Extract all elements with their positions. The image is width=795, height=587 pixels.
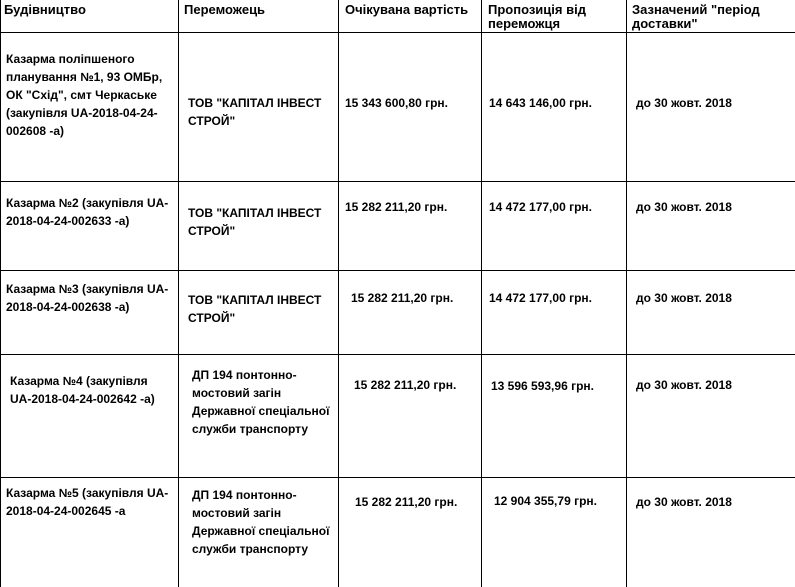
- row-divider: [0, 270, 795, 271]
- cell-expected-cost: 15 282 211,20 грн.: [351, 291, 454, 305]
- column-divider: [481, 0, 482, 587]
- cell-winner-offer: 13 596 593,96 грн.: [491, 379, 594, 393]
- header-building: Будівництво: [4, 2, 86, 17]
- cell-winner-offer: 14 472 177,00 грн.: [489, 200, 592, 214]
- column-divider: [0, 0, 1, 587]
- header-expected-cost: Очікувана вартість: [345, 2, 469, 17]
- cell-delivery-period: до 30 жовт. 2018: [636, 96, 732, 110]
- cell-building: Казарма поліпшеного планування №1, 93 ОМБр, ОК "Схід", смт Черкаське (закупівля UA-2018-04-24-002608 -а): [6, 52, 163, 138]
- cell-expected-cost: 15 282 211,20 грн.: [355, 495, 458, 509]
- column-divider: [338, 0, 339, 587]
- row-divider: [0, 181, 795, 182]
- cell-expected-cost: 15 343 600,80 грн.: [345, 96, 448, 110]
- header-winner-offer: Пропозиція від переможця: [488, 2, 586, 31]
- cell-building: Казарма №5 (закупівля UA-2018-04-24-002645 -а: [6, 486, 169, 518]
- cell-building: Казарма №4 (закупівля UA-2018-04-24-002642 -а): [10, 374, 155, 406]
- cell-delivery-period: до 30 жовт. 2018: [636, 378, 732, 392]
- header-delivery-period: Зазначений "період доставки": [632, 2, 760, 31]
- cell-winner: ДП 194 понтонно-мостовий загін Державної спеціальної служби транспорту: [192, 368, 330, 436]
- column-divider: [626, 0, 627, 587]
- cell-expected-cost: 15 282 211,20 грн.: [345, 200, 448, 214]
- cell-building: Казарма №3 (закупівля UA-2018-04-24-002638 -а): [6, 282, 169, 314]
- cell-building: Казарма №2 (закупівля UA-2018-04-24-002633 -а): [6, 196, 169, 228]
- cell-winner: ТОВ "КАПІТАЛ ІНВЕСТ СТРОЙ": [188, 96, 322, 128]
- cell-winner: ТОВ "КАПІТАЛ ІНВЕСТ СТРОЙ": [188, 293, 322, 325]
- row-divider: [0, 354, 795, 355]
- cell-winner: ДП 194 понтонно-мостовий загін Державної спеціальної служби транспорту: [192, 488, 330, 556]
- row-divider: [0, 32, 795, 33]
- row-divider: [0, 477, 795, 478]
- cell-winner: ТОВ "КАПІТАЛ ІНВЕСТ СТРОЙ": [188, 206, 322, 238]
- column-divider: [178, 0, 179, 587]
- cell-expected-cost: 15 282 211,20 грн.: [354, 378, 457, 392]
- cell-delivery-period: до 30 жовт. 2018: [636, 200, 732, 214]
- cell-winner-offer: 14 472 177,00 грн.: [489, 291, 592, 305]
- cell-winner-offer: 14 643 146,00 грн.: [489, 96, 592, 110]
- cell-delivery-period: до 30 жовт. 2018: [636, 291, 732, 305]
- cell-delivery-period: до 30 жовт. 2018: [636, 495, 732, 509]
- cell-winner-offer: 12 904 355,79 грн.: [494, 494, 597, 508]
- header-winner: Переможець: [184, 2, 266, 17]
